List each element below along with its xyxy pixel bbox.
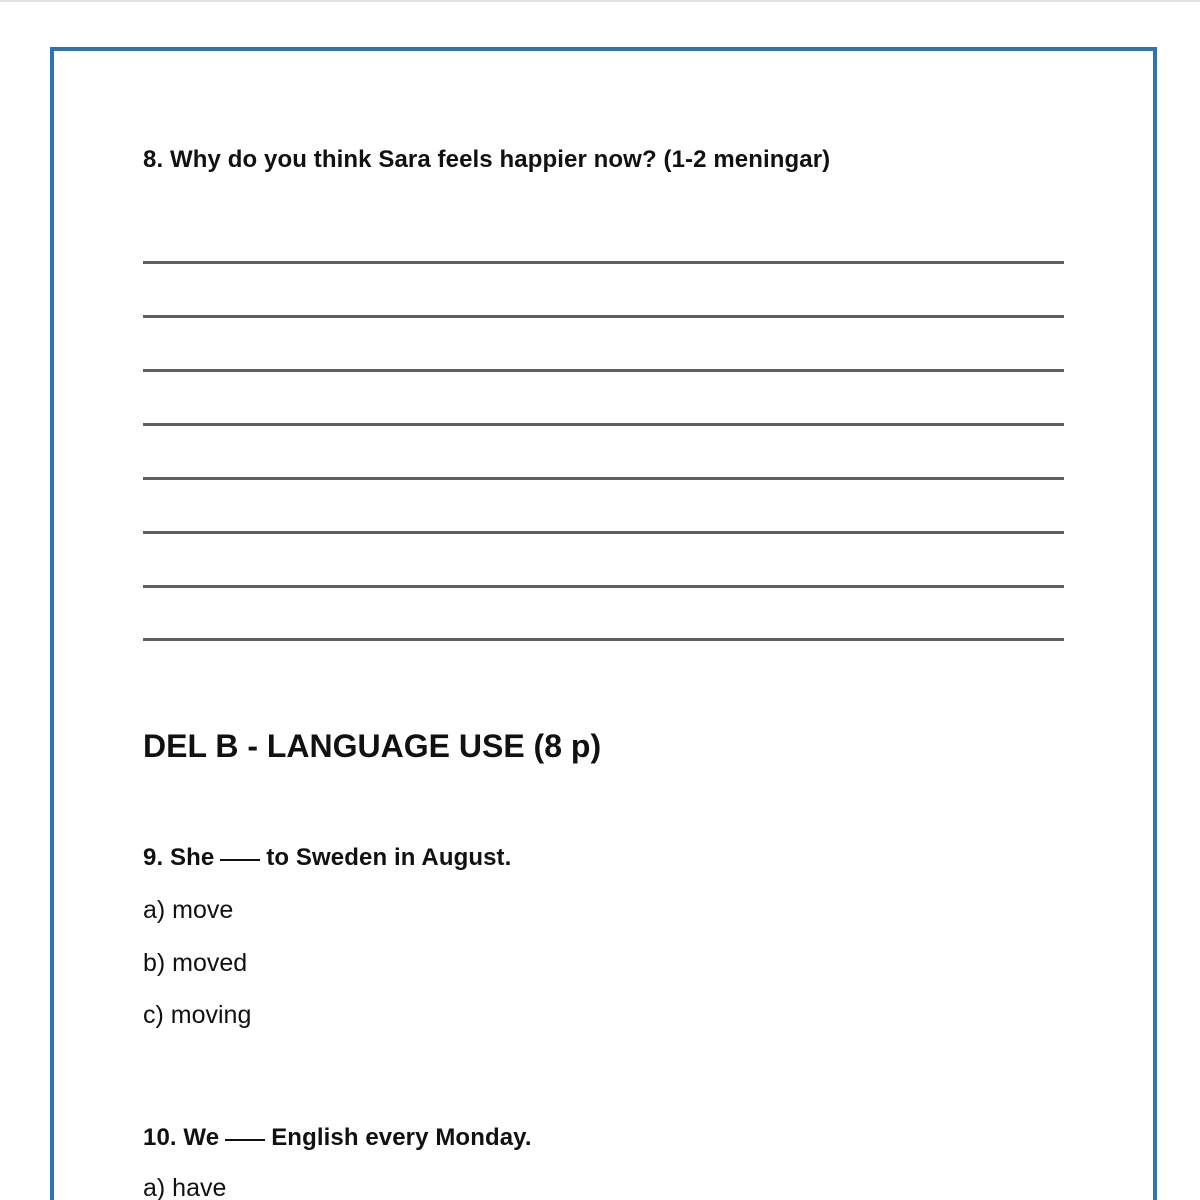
answer-line[interactable] [143,315,1064,318]
question-9-option-c[interactable]: c) moving [143,1001,252,1029]
question-9-suffix: to Sweden in August. [266,844,512,871]
answer-line[interactable] [143,261,1064,264]
answer-line[interactable] [143,477,1064,480]
answer-line[interactable] [143,423,1064,426]
answer-line[interactable] [143,638,1064,641]
question-8-text: 8. Why do you think Sara feels happier now? (1-2 meningar) [143,146,831,173]
question-9-text [143,844,511,872]
question-9-option-b[interactable]: b) moved [143,949,248,977]
answer-line[interactable] [143,585,1064,588]
answer-line[interactable] [143,531,1064,534]
question-10-prefix: 10. We [143,1124,220,1151]
question-9-option-a[interactable]: a) move [143,896,234,924]
section-b-heading: DEL B - LANGUAGE USE (8 p) [143,728,602,764]
question-10-text [143,1124,532,1152]
fill-in-blank[interactable] [225,1139,265,1141]
fill-in-blank[interactable] [220,859,260,861]
question-10-option-a[interactable]: a) have [143,1174,227,1200]
question-10-suffix: English every Monday. [271,1124,532,1151]
answer-line[interactable] [143,369,1064,372]
viewer-top-edge [0,0,1200,2]
question-9-prefix: 9. She [143,844,215,871]
